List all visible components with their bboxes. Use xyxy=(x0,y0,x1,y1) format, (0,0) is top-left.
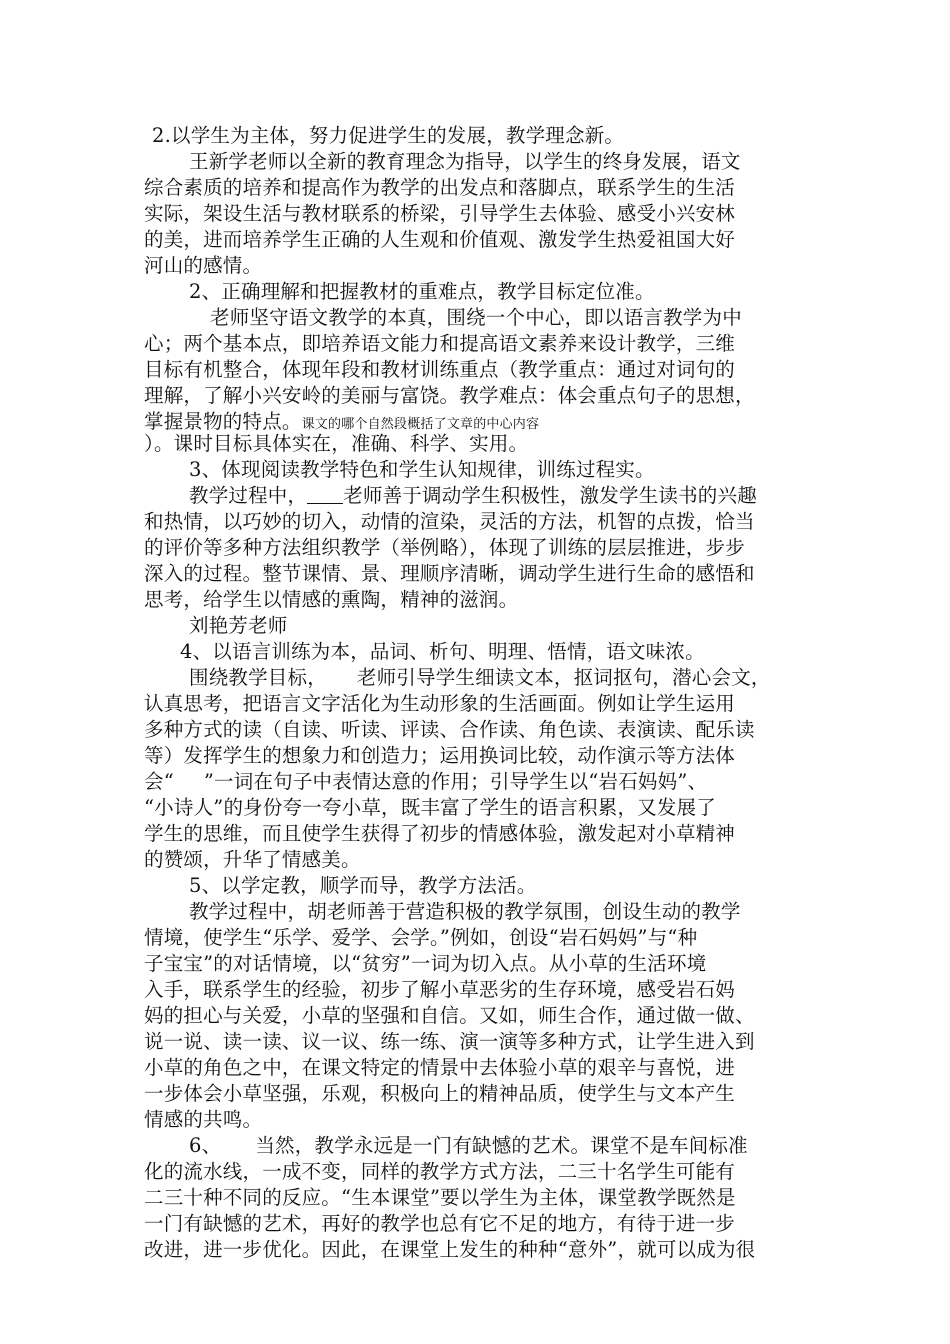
paragraph-line: 目标有机整合，体现年段和教材训练重点（教学重点：通过对词句的 xyxy=(144,358,736,381)
paragraph-line: 子宝宝”的对话情境，以“贫穷”一词为切入点。从小草的生活环境 xyxy=(144,952,707,975)
paragraph-line: 理解，了解小兴安岭的美丽与富饶。教学难点：体会重点句子的思想， xyxy=(144,384,755,407)
text-run: 老师引导学生细读文本，抠词抠句，潜心会文， xyxy=(356,666,771,689)
paragraph-line: 情感的共鸣。 xyxy=(144,1108,263,1131)
paragraph-line: 实际，架设生活与教材联系的桥梁，引导学生去体验、感受小兴安林 xyxy=(144,202,736,225)
paragraph-line: 综合素质的培养和提高作为教学的出发点和落脚点，联系学生的生活 xyxy=(144,176,736,199)
paragraph-line: 的评价等多种方法组织教学（举例略），体现了训练的层层推进，步步 xyxy=(144,536,745,559)
paragraph-line: 小草的角色之中，在课文特定的情景中去体验小草的艰辛与喜悦，进 xyxy=(144,1056,736,1079)
paragraph-line: 等）发挥学生的想象力和创造力；运用换词比较，动作演示等方法体 xyxy=(144,744,736,767)
heading-line-2: 2、正确理解和把握教材的重难点，教学目标定位准。 xyxy=(189,280,655,303)
fill-in-blank xyxy=(307,485,343,504)
paragraph-line xyxy=(144,769,812,795)
teacher-name: 刘艳芳老师 xyxy=(189,614,288,637)
paragraph-line: 改进，进一步优化。因此，在课堂上发生的种种“意外”，就可以成为很 xyxy=(144,1238,756,1261)
paragraph-line: 二三十种不同的反应。“生本课堂”要以学生为主体，课堂教学既然是 xyxy=(144,1186,736,1209)
paragraph-line: 的赞颂，升华了情感美。 xyxy=(144,848,361,871)
heading-line-5: 5、以学定教，顺学而导，教学方法活。 xyxy=(189,874,537,897)
text-run: 掌握景物的特点。 xyxy=(144,410,302,433)
small-text-run: 课文的哪个自然段概括了文章的中心内容 xyxy=(301,417,540,432)
paragraph-line: 深入的过程。整节课情、景、理顺序清晰，调动学生进行生命的感悟和 xyxy=(144,562,755,585)
paragraph-line: 情境，使学生“乐学、爱学、会学。”例如，创设“岩石妈妈”与“种 xyxy=(144,926,698,949)
paragraph-line: 认真思考，把语言文字活化为生动形象的生活画面。例如让学生运用 xyxy=(144,692,736,715)
text-run: 教学过程中， xyxy=(189,484,308,507)
text-run: 6、 xyxy=(189,1134,222,1157)
text-run: 当然，教学永远是一门有缺憾的艺术。课堂不是车间标准 xyxy=(255,1134,748,1157)
paragraph-line: 河山的感情。 xyxy=(144,254,263,277)
paragraph-line: 思考，给学生以情感的熏陶，精神的滋润。 xyxy=(144,588,519,611)
paragraph-line xyxy=(189,665,857,691)
paragraph-line: 学生的思维，而且使学生获得了初步的情感体验，激发起对小草精神 xyxy=(144,822,736,845)
heading-line-1: 2.以学生为主体，努力促进学生的发展，教学理念新。 xyxy=(152,124,625,147)
heading-line-4: 4、以语言训练为本，品词、析句、明理、悟情，语文味浓。 xyxy=(180,640,705,663)
paragraph-line xyxy=(189,483,857,509)
text-run: 围绕教学目标， xyxy=(189,666,327,689)
paragraph-line: 多种方式的读（自读、听读、评读、合作读、角色读、表演读、配乐读 xyxy=(144,718,755,741)
paragraph-line: ）。课时目标具体实在，准确、科学、实用。 xyxy=(144,432,529,455)
paragraph-line: 入手，联系学生的经验，初步了解小草恶劣的生存环境，感受岩石妈 xyxy=(144,978,736,1001)
heading-line-3: 3、体现阅读教学特色和学生认知规律，训练过程实。 xyxy=(189,458,655,481)
paragraph-line: 化的流水线，一成不变，同样的教学方式方法，二三十名学生可能有 xyxy=(144,1160,736,1183)
text-run: ”一词在句子中表情达意的作用；引导学生以“岩石妈妈”、 xyxy=(203,770,708,793)
paragraph-line: “小诗人”的身份夸一夸小草，既丰富了学生的语言积累，又发展了 xyxy=(144,796,716,819)
paragraph-line: 教学过程中，胡老师善于营造积极的教学氛围，创设生动的教学 xyxy=(189,900,741,923)
paragraph-line: 一门有缺憾的艺术，再好的教学也总有它不足的地方，有待于进一步 xyxy=(144,1212,736,1235)
paragraph-line xyxy=(189,1133,857,1159)
paragraph-line: 的美，进而培养学生正确的人生观和价值观、激发学生热爱祖国大好 xyxy=(144,228,736,251)
paragraph-line: 说一说、读一读、议一议、练一练、演一演等多种方式，让学生进入到 xyxy=(144,1030,755,1053)
paragraph-line: 王新学老师以全新的教育理念为指导，以学生的终身发展，语文 xyxy=(189,150,741,173)
paragraph-line: 老师坚守语文教学的本真，围绕一个中心，即以语言教学为中 xyxy=(210,306,742,329)
paragraph-line: 和热情，以巧妙的切入，动情的渲染，灵活的方法，机智的点拨，恰当 xyxy=(144,510,755,533)
paragraph-line: 妈的担心与关爱，小草的坚强和自信。又如，师生合作，通过做一做、 xyxy=(144,1004,755,1027)
text-run: 老师善于调动学生积极性，激发学生读书的兴趣 xyxy=(343,484,757,507)
paragraph-line: 一步体会小草坚强，乐观，积极向上的精神品质，使学生与文本产生 xyxy=(144,1082,736,1105)
text-run: 会“ xyxy=(144,770,174,793)
paragraph-line: 心；两个基本点，即培养语文能力和提高语文素养来设计教学，三维 xyxy=(144,332,736,355)
